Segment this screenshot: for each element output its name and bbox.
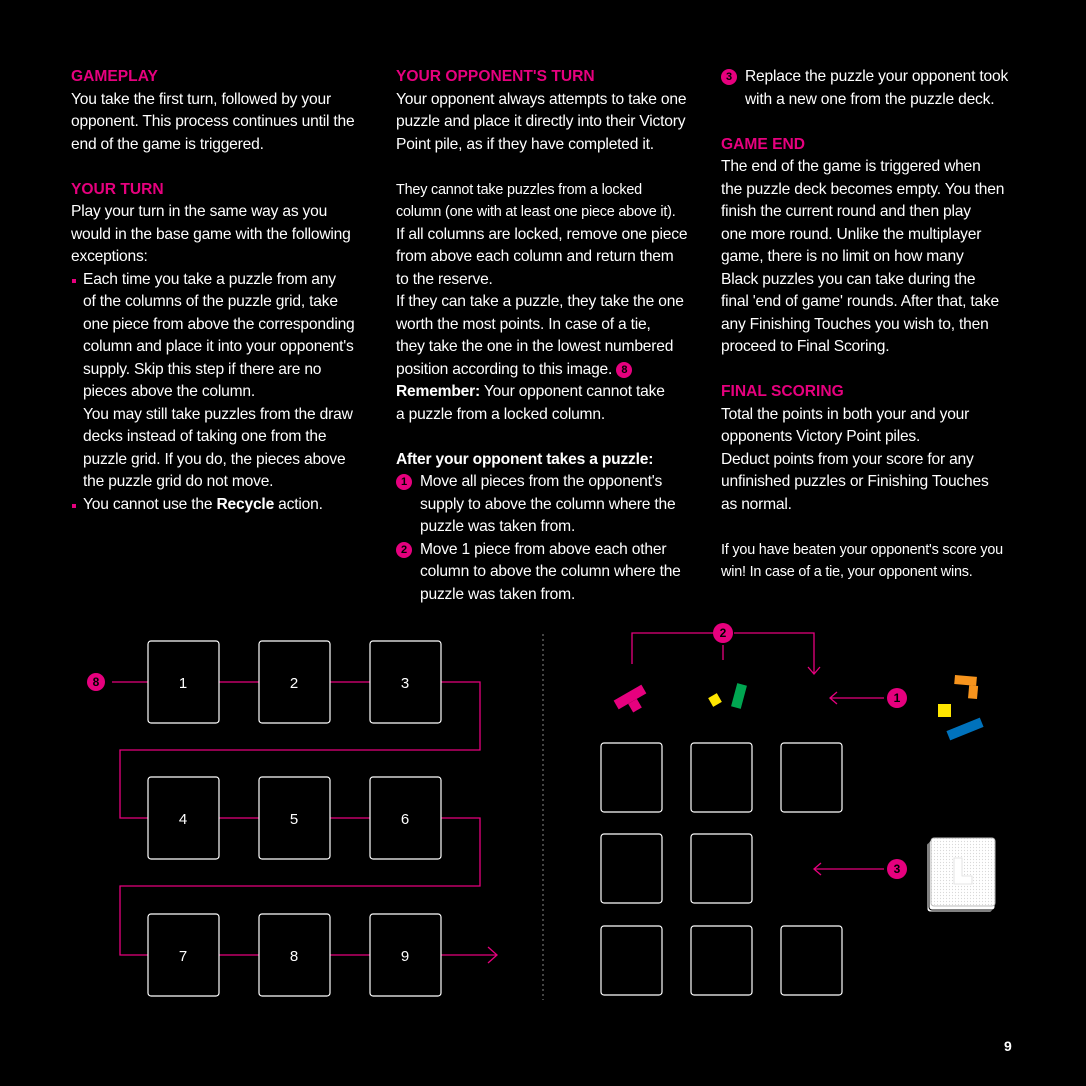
card-number: 8 — [289, 948, 299, 965]
gameplay-line: opponent. This process continues until the — [71, 113, 355, 130]
remember-line: a puzzle from a locked column. — [396, 405, 605, 423]
remember-label: Remember: — [396, 383, 480, 400]
step-line: puzzle was taken from. — [420, 518, 576, 535]
puzzle-slot — [691, 743, 752, 812]
bullet-line: pieces above the column. — [83, 383, 256, 400]
card-number: 9 — [400, 948, 410, 965]
bullet-line: supply. Skip this step if there are no — [83, 360, 322, 378]
step-line: Move all pieces from the opponent's — [420, 473, 663, 490]
bullet-line: You cannot use the Recycle action. — [83, 495, 323, 513]
svg-text:8: 8 — [92, 675, 100, 689]
gameplay-heading: GAMEPLAY — [71, 68, 158, 85]
step-badge-1-diagram — [887, 688, 907, 708]
locked-line: column (one with at least one piece above it). — [396, 204, 676, 220]
your-turn-line: exceptions: — [71, 248, 148, 265]
puzzle-slot — [601, 743, 662, 812]
gameplay-line: end of the game is triggered. — [71, 135, 264, 153]
opponent-turn-heading: YOUR OPPONENT'S TURN — [396, 68, 595, 85]
step-badge-2-diagram — [713, 623, 733, 643]
bullet-line: of the columns of the puzzle grid, take — [83, 293, 338, 310]
arrow-step-3 — [814, 863, 884, 875]
bullet-line: You may still take puzzles from the draw — [83, 405, 353, 423]
card-number: 1 — [178, 675, 188, 692]
orange-piece — [953, 675, 979, 699]
game-end-line: The end of the game is triggered when — [721, 158, 981, 175]
step-line: Move 1 piece from above each other — [420, 540, 667, 558]
opponent-line: Point pile, as if they have completed it. — [396, 135, 654, 153]
svg-text:2: 2 — [719, 626, 727, 640]
gameplay-line: You take the first turn, followed by your — [71, 90, 331, 108]
step-badge-3-diagram — [887, 859, 907, 879]
puzzle-slot — [601, 926, 662, 995]
step-line: puzzle was taken from. — [420, 585, 576, 603]
yellow-supply-piece — [938, 704, 951, 717]
game-end-line: final 'end of game' rounds. After that, take — [721, 293, 1000, 310]
step-line: Replace the puzzle your opponent took — [745, 68, 1009, 85]
bullet-line: puzzle grid. If you do, the pieces above — [83, 450, 346, 468]
recycle-term: Recycle — [216, 495, 275, 513]
bullet-line: column and place it into your opponent's — [83, 338, 354, 355]
take-line: worth the most points. In case of a tie, — [396, 315, 651, 333]
game-end-line: the puzzle deck becomes empty. You then — [721, 180, 1005, 198]
game-end-line: one more round. Unlike the multiplayer — [721, 225, 982, 243]
final-scoring-line: Deduct points from your score for any — [721, 450, 974, 468]
opponent-line: puzzle and place it directly into their Victory — [396, 113, 686, 130]
card-number: 2 — [289, 675, 299, 692]
game-end-line: any Finishing Touches you wish to, then — [721, 315, 989, 333]
arrow-step-1 — [830, 692, 884, 704]
blue-piece — [946, 718, 983, 741]
card-number: 5 — [289, 811, 299, 828]
your-turn-heading: YOUR TURN — [71, 180, 164, 198]
magenta-piece — [614, 685, 652, 718]
your-turn-line: Play your turn in the same way as you — [71, 203, 328, 220]
step-line: column to above the column where the — [420, 563, 681, 580]
svg-text:3: 3 — [893, 862, 901, 876]
game-end-line: finish the current round and then play — [721, 203, 971, 220]
game-end-line: game, there is no limit on how many — [721, 248, 964, 265]
card-number: 7 — [178, 948, 188, 965]
after-heading: After your opponent takes a puzzle: — [396, 450, 654, 468]
locked-line: If all columns are locked, remove one piece — [396, 225, 688, 243]
order-badge-8 — [87, 673, 105, 691]
step-line: with a new one from the puzzle deck. — [745, 90, 995, 108]
take-line: they take the one in the lowest numbered — [396, 338, 674, 355]
locked-line: from above each column and return them — [396, 248, 674, 265]
puzzle-slot — [601, 834, 662, 903]
locked-line: to the reserve. — [396, 270, 493, 288]
step-badge-1: 1 — [396, 474, 412, 490]
locked-line: They cannot take puzzles from a locked — [396, 181, 642, 198]
puzzle-slot — [691, 834, 752, 903]
final-scoring-line: opponents Victory Point piles. — [721, 428, 921, 445]
game-end-line: proceed to Final Scoring. — [721, 338, 890, 355]
final-scoring-line: unfinished puzzles or Finishing Touches — [721, 473, 989, 490]
bullet-line: the puzzle grid do not move. — [83, 473, 274, 490]
take-line: position according to this image. 8 — [396, 359, 706, 382]
remember-line: Remember: Your opponent cannot take — [396, 383, 665, 400]
card-number: 4 — [178, 811, 188, 828]
final-scoring-line: as normal. — [721, 495, 792, 513]
bullet-line: Each time you take a puzzle from any — [83, 270, 336, 288]
page-number: 9 — [1004, 1038, 1012, 1054]
puzzle-slot — [781, 743, 842, 812]
opponent-supply-pieces — [938, 675, 984, 740]
puzzle-grid — [601, 743, 842, 995]
final-scoring-heading: FINAL SCORING — [721, 383, 844, 400]
svg-text:1: 1 — [893, 691, 901, 705]
game-end-line: Black puzzles you can take during the — [721, 270, 976, 288]
win-line: If you have beaten your opponent's score you — [721, 541, 1003, 558]
bullet-line: one piece from above the corresponding — [83, 315, 355, 333]
puzzle-slot — [691, 926, 752, 995]
bullet-line: decks instead of taking one from the — [83, 428, 327, 445]
card-number: 6 — [400, 811, 410, 828]
your-turn-line: would in the base game with the following — [71, 225, 351, 243]
step-badge-3: 3 — [721, 69, 737, 85]
step-line: supply to above the column where the — [420, 495, 676, 513]
game-end-heading: GAME END — [721, 135, 806, 153]
step-badge-2: 2 — [396, 542, 412, 558]
take-line: If they can take a puzzle, they take the one — [396, 293, 684, 310]
opponent-line: Your opponent always attempts to take one — [396, 90, 687, 108]
yellow-piece — [708, 693, 722, 707]
reference-badge-8: 8 — [616, 362, 632, 378]
final-scoring-line: Total the points in both your and your — [721, 405, 970, 423]
win-line: win! In case of a tie, your opponent wins. — [721, 564, 973, 580]
puzzle-slot — [781, 926, 842, 995]
green-piece — [731, 683, 747, 709]
card-number: 3 — [400, 675, 410, 692]
puzzle-deck — [927, 838, 995, 912]
